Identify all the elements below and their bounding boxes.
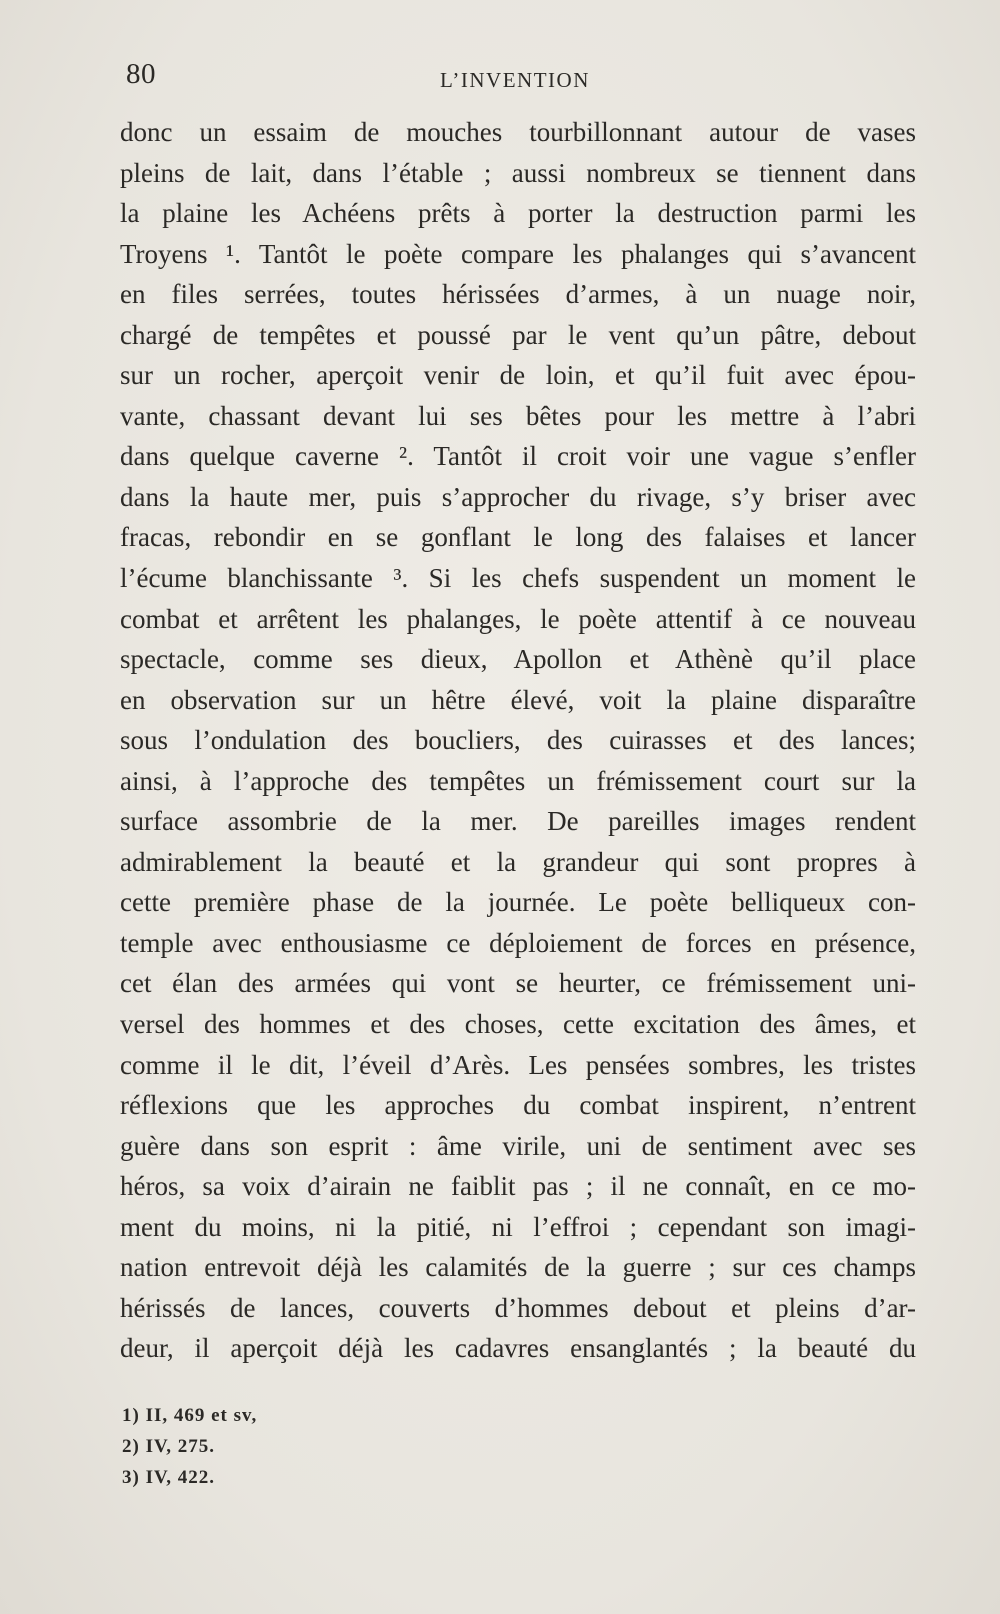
text-line: guère dans son esprit : âme virile, uni de sentiment avec ses [120, 1130, 916, 1161]
footnote-2: 2) IV, 275. [122, 1436, 215, 1457]
text-line: sur un rocher, aperçoit venir de loin, et qu’il fuit avec épou- [120, 360, 916, 391]
text-line: hérissés de lances, couverts d’hommes debout et pleins d’ar- [120, 1292, 916, 1323]
text-line: cet élan des armées qui vont se heurter, ce frémissement uni- [120, 968, 916, 999]
text-line: la plaine les Achéens prêts à porter la destruction parmi les [120, 198, 916, 229]
text-line: en files serrées, toutes hérissées d’armes, à un nuage noir, [120, 279, 916, 310]
text-line: ment du moins, ni la pitié, ni l’effroi ; cependant son imagi- [120, 1211, 916, 1242]
text-line: héros, sa voix d’airain ne faiblit pas ; il ne connaît, en ce mo- [120, 1171, 916, 1202]
text-line: combat et arrêtent les phalanges, le poète attentif à ce nouveau [120, 603, 916, 634]
text-line: pleins de lait, dans l’étable ; aussi nombreux se tiennent dans [120, 157, 916, 188]
text-line: cette première phase de la journée. Le poète belliqueux con- [120, 887, 916, 918]
text-line: temple avec enthousiasme ce déploiement de forces en présence, [120, 927, 916, 958]
page-header [124, 58, 920, 98]
text-line: dans quelque caverne ². Tantôt il croit voir une vague s’enfler [120, 441, 916, 472]
text-line: réflexions que les approches du combat inspirent, n’entrent [120, 1090, 916, 1121]
body-text [120, 112, 916, 1369]
text-line: deur, il aperçoit déjà les cadavres ensanglantés ; la beauté du [120, 1333, 916, 1364]
text-line: surface assombrie de la mer. De pareilles images rendent [120, 806, 916, 837]
text-line: ainsi, à l’approche des tempêtes un frémissement court sur la [120, 765, 916, 796]
footnote-3: 3) IV, 422. [122, 1467, 215, 1488]
text-line: chargé de tempêtes et poussé par le vent qu’un pâtre, debout [120, 319, 916, 350]
text-line: spectacle, comme ses dieux, Apollon et Athènè qu’il place [120, 644, 916, 675]
text-line: admirablement la beauté et la grandeur qui sont propres à [120, 846, 916, 877]
page-number: 80 [126, 58, 156, 90]
text-line: sous l’ondulation des boucliers, des cuirasses et des lances; [120, 725, 916, 756]
text-line: en observation sur un hêtre élevé, voit la plaine disparaître [120, 684, 916, 715]
text-line: fracas, rebondir en se gonflant le long des falaises et lancer [120, 522, 916, 553]
text-line: nation entrevoit déjà les calamités de la guerre ; sur ces champs [120, 1252, 916, 1283]
footnotes [122, 1400, 522, 1493]
running-head: L’INVENTION [440, 68, 590, 92]
text-line: versel des hommes et des choses, cette excitation des âmes, et [120, 1009, 916, 1040]
footnote-1: 1) II, 469 et sv, [122, 1405, 258, 1426]
text-line: donc un essaim de mouches tourbillonnant autour de vases [120, 117, 916, 147]
text-line: comme il le dit, l’éveil d’Arès. Les pensées sombres, les tristes [120, 1049, 916, 1080]
text-line: vante, chassant devant lui ses bêtes pour les mettre à l’abri [120, 400, 916, 431]
text-line: Troyens ¹. Tantôt le poète compare les phalanges qui s’avancent [120, 238, 916, 269]
text-line: dans la haute mer, puis s’approcher du rivage, s’y briser avec [120, 481, 916, 512]
text-line: l’écume blanchissante ³. Si les chefs suspendent un moment le [120, 563, 916, 594]
